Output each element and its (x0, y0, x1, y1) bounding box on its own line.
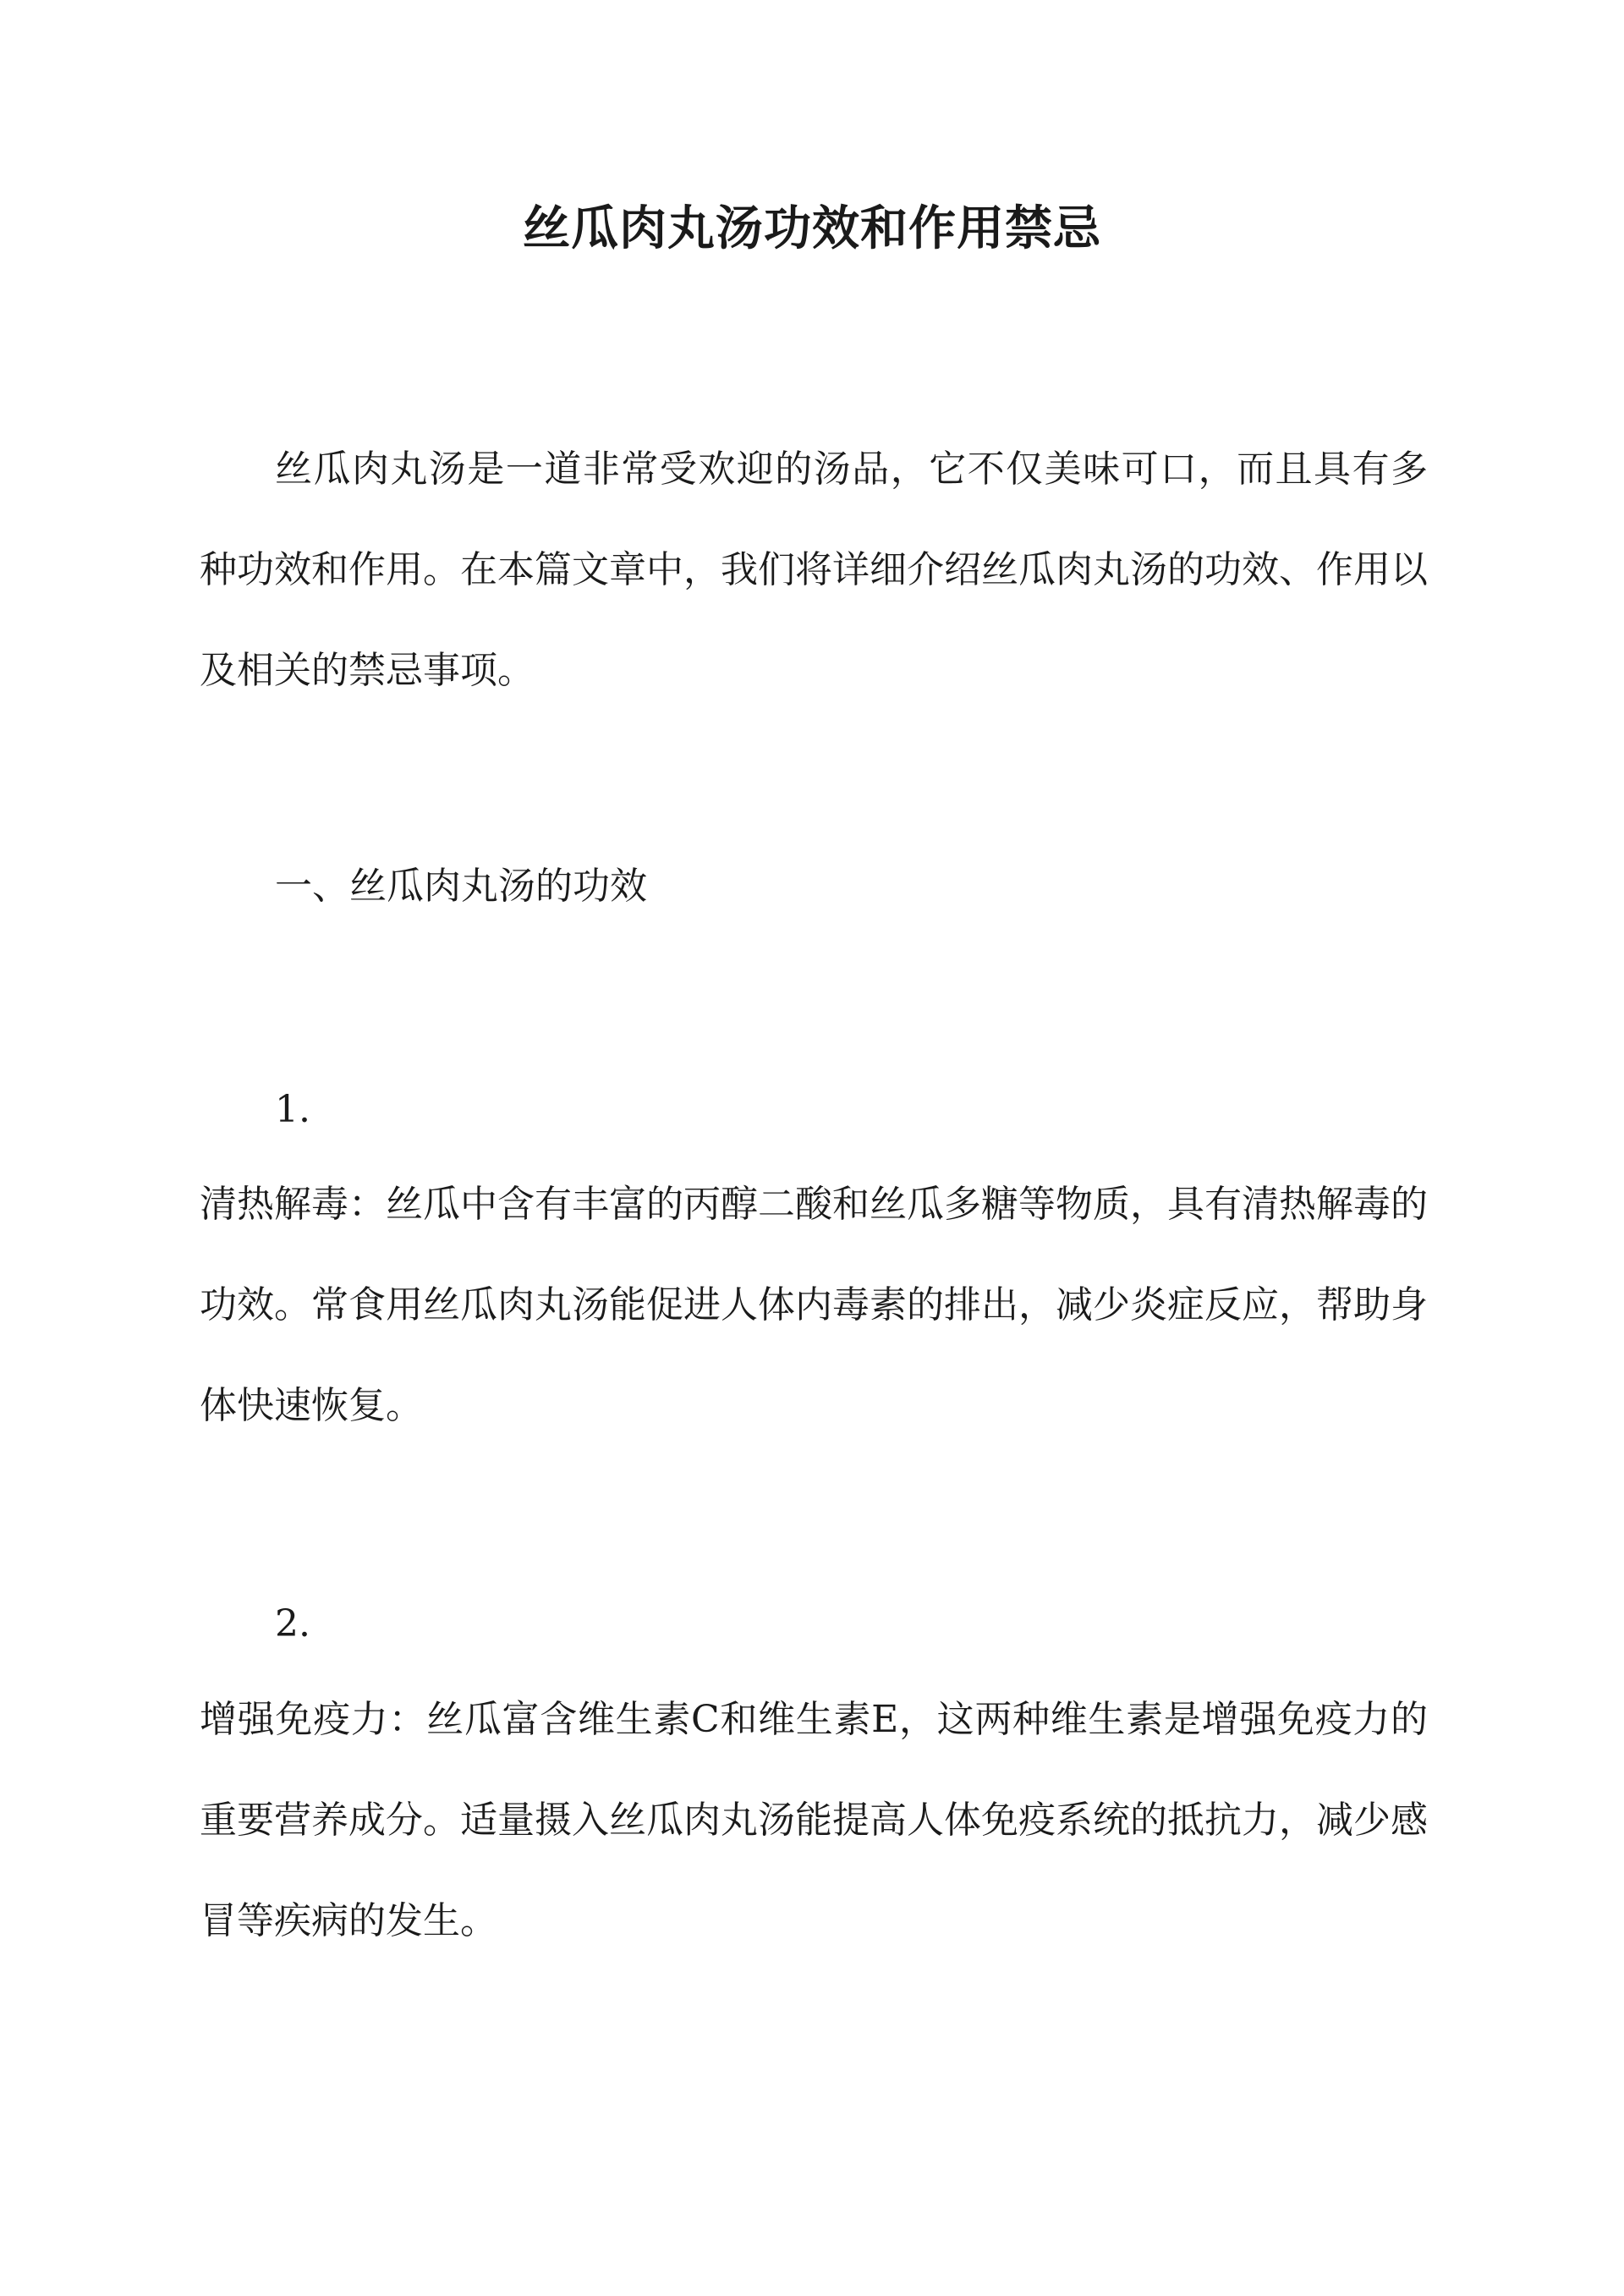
page-title: 丝瓜肉丸汤功效和作用禁忌 (523, 200, 1101, 256)
section-heading: 一、丝瓜肉丸汤的功效 (275, 865, 647, 908)
list-item-text: 增强免疫力：丝瓜富含维生素C和维生素E，这两种维生素是增强免疫力的重要营养成分。适量摄入丝瓜肉丸汤能提高人体免疫系统的抵抗力，减少感冒等疾病的发生。 (200, 1698, 1428, 1942)
list-item-text: 清热解毒：丝瓜中含有丰富的丙醇二酸和丝瓜多糖等物质，具有清热解毒的功效。常食用丝瓜肉丸汤能促进人体内毒素的排出，减少炎症反应，帮助身体快速恢复。 (200, 1183, 1428, 1427)
list-item-number: 2. (275, 1602, 310, 1645)
intro-paragraph: 丝瓜肉丸汤是一道非常受欢迎的汤品，它不仅美味可口，而且具有多种功效和作用。在本篇文章中，我们将详细介绍丝瓜肉丸汤的功效、作用以及相关的禁忌事项。 (200, 448, 1428, 692)
list-item-number: 1. (275, 1088, 310, 1131)
